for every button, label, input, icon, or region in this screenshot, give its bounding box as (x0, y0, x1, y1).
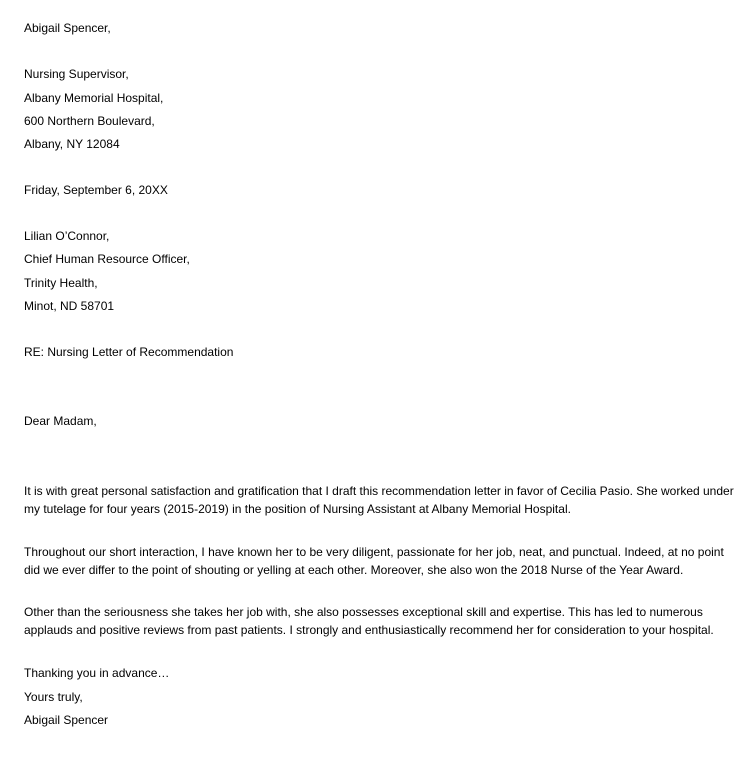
sender-street: 600 Northern Boulevard, (24, 114, 155, 128)
sender-organization: Albany Memorial Hospital, (24, 91, 164, 105)
body-paragraph-3: Other than the seriousness she takes her job with, she also possesses exceptional skill and expertise. This has led to numerous applauds and positive reviews from past patients. I strongly and enthusiastically recommend her for consideration to your hospital. (24, 605, 714, 637)
sender-city: Albany, NY 12084 (24, 137, 120, 151)
letter-date: Friday, September 6, 20XX (24, 183, 168, 197)
subject-line: RE: Nursing Letter of Recommendation (24, 345, 234, 359)
salutation: Dear Madam, (24, 414, 97, 428)
sender-name-header: Abigail Spencer, (24, 21, 111, 35)
recipient-city: Minot, ND 58701 (24, 299, 115, 313)
sender-title: Nursing Supervisor, (24, 67, 129, 81)
recipient-name: Lilian O’Connor, (24, 229, 110, 243)
recipient-organization: Trinity Health, (24, 276, 98, 290)
signature-name: Abigail Spencer (24, 713, 109, 727)
closing-signoff: Yours truly, (24, 690, 83, 704)
recipient-title: Chief Human Resource Officer, (24, 252, 190, 266)
closing-thanks: Thanking you in advance… (24, 666, 170, 680)
body-paragraph-1: It is with great personal satisfaction and gratification that I draft this recommendation letter in favor of Cecilia Pasio. She worked under my tutelage for four years (2015-2019) in the position of Nursing Assistant at Albany Memorial Hospital. (24, 484, 734, 516)
body-paragraph-2: Throughout our short interaction, I have known her to be very diligent, passionate for her job, neat, and punctual. Indeed, at no point did we ever differ to the point of shouting or yelling at each other. Moreover, she also won the 2018 Nurse of the Year Award. (24, 545, 724, 577)
